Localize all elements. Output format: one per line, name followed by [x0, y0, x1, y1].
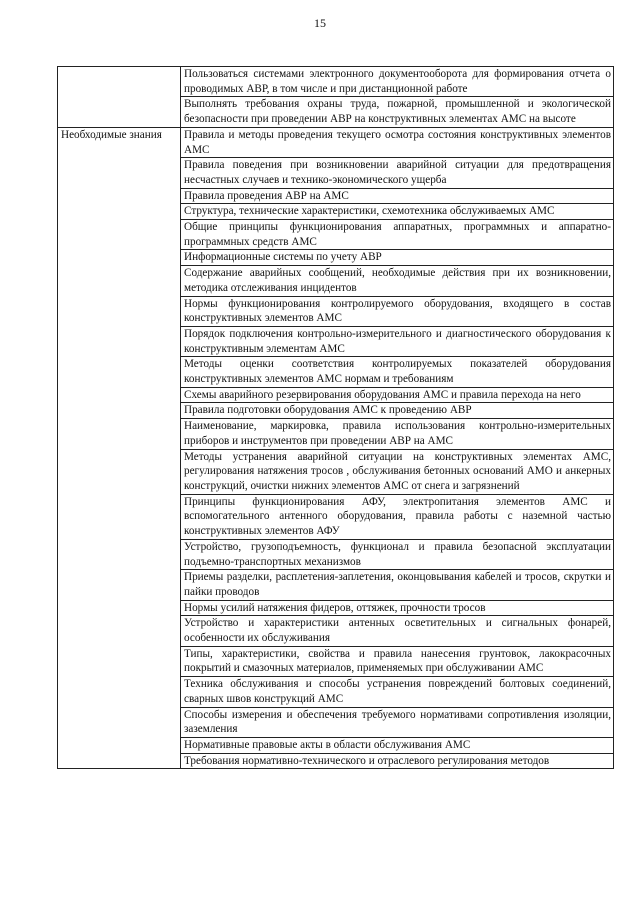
row-text: Информационные системы по учету АВР	[181, 250, 614, 266]
row-text: Методы устранения аварийной ситуации на конструктивных элементах АМС, регулирования натяжения тросов , обслуживания бетонных оснований АМО и анкерных конструкций, очистки нижних элементов АМС от снега и загрязнений	[181, 449, 614, 494]
row-text: Пользоваться системами электронного документооборота для формирования отчета о проводимых АВР, в том числе и при дистанционной работе	[181, 67, 614, 97]
row-text: Наименование, маркировка, правила использования контрольно-измерительных приборов и инструментов при проведении АВР на АМС	[181, 419, 614, 449]
row-text: Принципы функционирования АФУ, электропитания элементов АМС и вспомогательного антенного оборудования, правила работы с наземной частью конструктивных элементов АФУ	[181, 494, 614, 539]
row-text: Устройство, грузоподъемность, функционал и правила безопасной эксплуатации подъемно-транспортных механизмов	[181, 539, 614, 569]
row-text: Содержание аварийных сообщений, необходимые действия при их возникновении, методика отслеживания инцидентов	[181, 266, 614, 296]
row-text: Методы оценки соответствия контролируемых показателей оборудования конструктивных элементов АМС нормам и требованиям	[181, 357, 614, 387]
row-text: Правила и методы проведения текущего осмотра состояния конструктивных элементов АМС	[181, 127, 614, 157]
competency-table	[57, 66, 614, 769]
row-text: Правила поведения при возникновении аварийной ситуации для предотвращения несчастных случаев и технико-экономического ущерба	[181, 158, 614, 188]
table-row	[58, 67, 614, 97]
row-text: Правила подготовки оборудования АМС к проведению АВР	[181, 403, 614, 419]
row-text: Структура, технические характеристики, схемотехника обслуживаемых АМС	[181, 204, 614, 220]
row-text: Нормы усилий натяжения фидеров, оттяжек, прочности тросов	[181, 600, 614, 616]
row-group-label: Необходимые знания	[58, 127, 181, 769]
table-row	[58, 127, 614, 157]
row-text: Правила проведения АВР на АМС	[181, 188, 614, 204]
row-text: Приемы разделки, расплетения-заплетения, оконцовывания кабелей и тросов, скрутки и пайки проводов	[181, 570, 614, 600]
row-text: Устройство и характеристики антенных осветительных и сигнальных фонарей, особенности их обслуживания	[181, 616, 614, 646]
row-text: Порядок подключения контрольно-измерительного и диагностического оборудования к конструктивным элементам АМС	[181, 326, 614, 356]
row-text: Общие принципы функционирования аппаратных, программных и аппаратно-программных средств АМС	[181, 220, 614, 250]
row-text: Техника обслуживания и способы устранения повреждений болтовых соединений, сварных швов конструкций АМС	[181, 677, 614, 707]
row-text: Выполнять требования охраны труда, пожарной, промышленной и экологической безопасности при проведении АВР на конструктивных элементах АМС на высоте	[181, 97, 614, 127]
row-text: Нормативные правовые акты в области обслуживания АМС	[181, 737, 614, 753]
row-group-label	[58, 67, 181, 128]
row-text: Способы измерения и обеспечения требуемого нормативами сопротивления изоляции, заземления	[181, 707, 614, 737]
page-number: 15	[314, 16, 326, 30]
row-text: Нормы функционирования контролируемого оборудования, входящего в состав конструктивных элементов АМС	[181, 296, 614, 326]
row-text: Типы, характеристики, свойства и правила нанесения грунтовок, лакокрасочных покрытий и смазочных материалов, применяемых при обслуживании АМС	[181, 646, 614, 676]
row-text: Требования нормативно-технического и отраслевого регулирования методов	[181, 753, 614, 769]
row-text: Схемы аварийного резервирования оборудования АМС и правила перехода на него	[181, 387, 614, 403]
table-body	[58, 67, 614, 769]
